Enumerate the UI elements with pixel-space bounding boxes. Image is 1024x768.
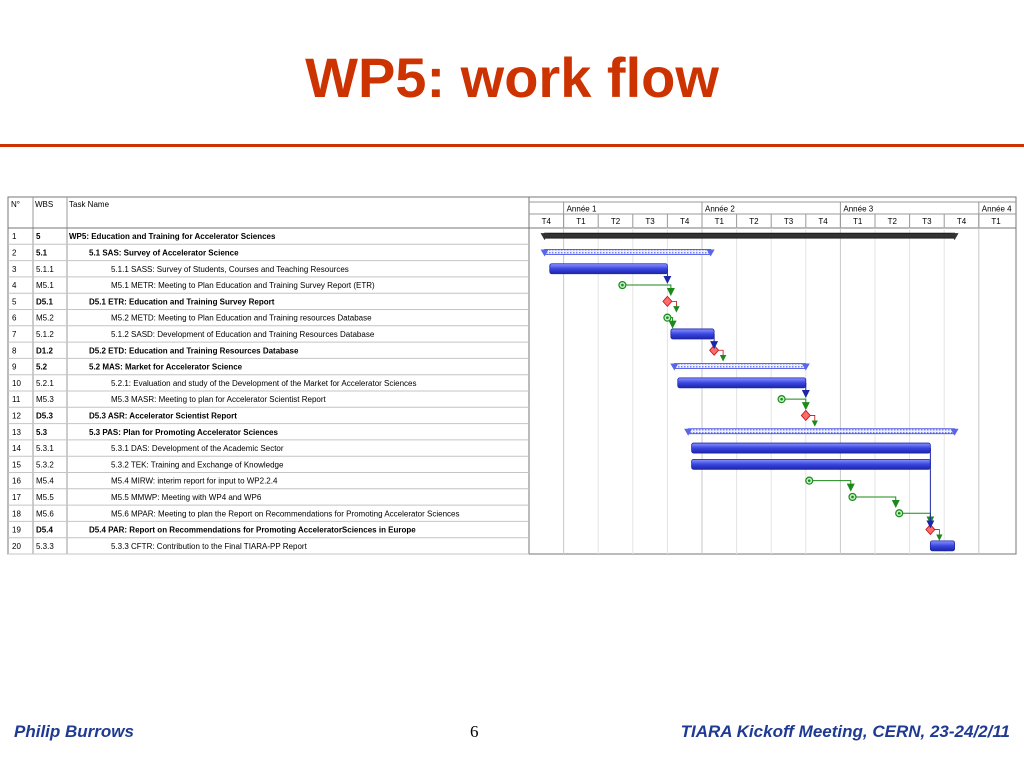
row-number: 4 <box>12 281 17 291</box>
row-task-name: 5.3.3 CFTR: Contribution to the Final TIARA-PP Report <box>111 541 307 551</box>
row-number: 13 <box>12 427 21 437</box>
row-wbs: D5.3 <box>36 411 53 421</box>
quarter-label: T1 <box>991 217 1001 226</box>
row-task-name: 5.1.1 SASS: Survey of Students, Courses and Teaching Resources <box>111 264 349 274</box>
row-wbs: M5.3 <box>36 395 54 405</box>
page-title: WP5: work flow <box>305 46 719 109</box>
row-number: 8 <box>12 346 17 356</box>
row-task-name: 5.2.1: Evaluation and study of the Development of the Market for Accelerator Sciences <box>111 378 417 388</box>
row-number: 17 <box>12 492 21 502</box>
year-label: Année 4 <box>981 204 1012 214</box>
row-wbs: M5.1 <box>36 281 54 291</box>
row-task-name: 5.2 MAS: Market for Accelerator Science <box>89 362 243 372</box>
row-number: 18 <box>12 509 21 519</box>
row-wbs: 5.3 <box>36 427 48 437</box>
milestone-dot <box>780 398 783 401</box>
row-task-name: D5.3 ASR: Accelerator Scientist Report <box>89 411 237 421</box>
row-task-name: M5.3 MASR: Meeting to plan for Accelerator Scientist Report <box>111 395 326 405</box>
row-task-name: 5.3 PAS: Plan for Promoting Accelerator Sciences <box>89 427 278 437</box>
header-task-name: Task Name <box>69 200 110 209</box>
quarter-label: T1 <box>714 217 724 226</box>
task-bar <box>550 264 668 274</box>
quarter-label: T4 <box>541 217 551 226</box>
year-label: Année 3 <box>843 204 874 214</box>
row-number: 16 <box>12 476 21 486</box>
summary-bar <box>688 429 954 434</box>
row-wbs: M5.6 <box>36 509 54 519</box>
row-number: 12 <box>12 411 21 421</box>
row-number: 15 <box>12 460 21 470</box>
task-bar <box>692 459 931 469</box>
row-number: 3 <box>12 264 17 274</box>
quarter-label: T4 <box>956 217 967 226</box>
row-task-name: M5.6 MPAR: Meeting to plan the Report on Recommendations for Promoting Accelerator Sciences <box>111 509 460 519</box>
quarter-label: T4 <box>680 217 690 226</box>
summary-bar <box>674 364 805 369</box>
year-label: Année 1 <box>566 204 597 214</box>
row-number: 19 <box>12 525 21 535</box>
row-wbs: 5 <box>36 232 41 242</box>
row-wbs: 5.3.3 <box>36 541 54 551</box>
quarter-label: T4 <box>818 217 828 226</box>
footer-author: Philip Burrows <box>14 722 134 741</box>
row-task-name: D5.1 ETR: Education and Training Survey Report <box>89 297 275 307</box>
row-wbs: M5.2 <box>36 313 54 323</box>
row-task-name: M5.1 METR: Meeting to Plan Education and Training Survey Report (ETR) <box>111 281 375 291</box>
row-number: 9 <box>12 362 17 372</box>
row-number: 2 <box>12 248 17 258</box>
task-bar <box>930 541 954 551</box>
row-number: 6 <box>12 313 17 323</box>
row-wbs: M5.4 <box>36 476 54 486</box>
row-number: 11 <box>12 395 21 405</box>
row-task-name: 5.3.2 TEK: Training and Exchange of Knowledge <box>111 460 284 470</box>
quarter-label: T3 <box>645 217 655 226</box>
row-task-name: 5.1.2 SASD: Development of Education and Training Resources Database <box>111 329 375 339</box>
row-task-name: 5.3.1 DAS: Development of the Academic Sector <box>111 444 284 454</box>
row-wbs: M5.5 <box>36 492 54 502</box>
row-wbs: 5.1.2 <box>36 329 54 339</box>
row-task-name: M5.2 METD: Meeting to Plan Education and Training resources Database <box>111 313 372 323</box>
row-task-name: WP5: Education and Training for Accelerator Sciences <box>69 232 276 242</box>
row-number: 1 <box>12 232 17 242</box>
row-wbs: 5.1 <box>36 248 48 258</box>
row-number: 7 <box>12 329 17 339</box>
row-wbs: 5.2 <box>36 362 48 372</box>
row-task-name: D5.4 PAR: Report on Recommendations for Promoting AcceleratorSciences in Europe <box>89 525 416 535</box>
milestone-dot <box>808 479 811 482</box>
row-number: 5 <box>12 297 17 307</box>
year-label: Année 2 <box>705 204 735 214</box>
summary-bar <box>545 233 955 238</box>
row-wbs: 5.1.1 <box>36 264 54 274</box>
footer-event: TIARA Kickoff Meeting, CERN, 23-24/2/11 <box>680 722 1010 741</box>
milestone-dot <box>851 496 854 499</box>
summary-bar <box>545 249 711 254</box>
quarter-label: T2 <box>887 217 897 226</box>
page-number: 6 <box>470 722 479 741</box>
row-number: 10 <box>12 378 21 388</box>
quarter-label: T2 <box>749 217 759 226</box>
row-number: 20 <box>12 541 21 551</box>
row-number: 14 <box>12 444 21 454</box>
row-wbs: 5.2.1 <box>36 378 54 388</box>
row-wbs: 5.3.1 <box>36 444 54 454</box>
quarter-label: T1 <box>576 217 586 226</box>
quarter-label: T3 <box>922 217 932 226</box>
task-bar <box>692 443 931 453</box>
task-table <box>8 197 529 554</box>
row-wbs: D5.4 <box>36 525 53 535</box>
task-bar <box>671 329 714 339</box>
row-wbs: 5.3.2 <box>36 460 54 470</box>
row-task-name: M5.4 MIRW: interim report for input to WP2.2.4 <box>111 476 278 486</box>
milestone-dot <box>898 512 901 515</box>
milestone-dot <box>666 316 669 319</box>
quarter-label: T2 <box>610 217 621 226</box>
header-wbs: WBS <box>35 200 54 209</box>
row-task-name: M5.5 MMWP: Meeting with WP4 and WP6 <box>111 492 262 502</box>
quarter-label: T3 <box>783 217 794 226</box>
milestone-dot <box>621 284 624 287</box>
header-num: N° <box>11 200 20 209</box>
row-wbs: D1.2 <box>36 346 53 356</box>
row-task-name: 5.1 SAS: Survey of Accelerator Science <box>89 248 239 258</box>
row-wbs: D5.1 <box>36 297 53 307</box>
quarter-label: T1 <box>853 217 863 226</box>
task-bar <box>678 378 806 388</box>
row-task-name: D5.2 ETD: Education and Training Resources Database <box>89 346 299 356</box>
